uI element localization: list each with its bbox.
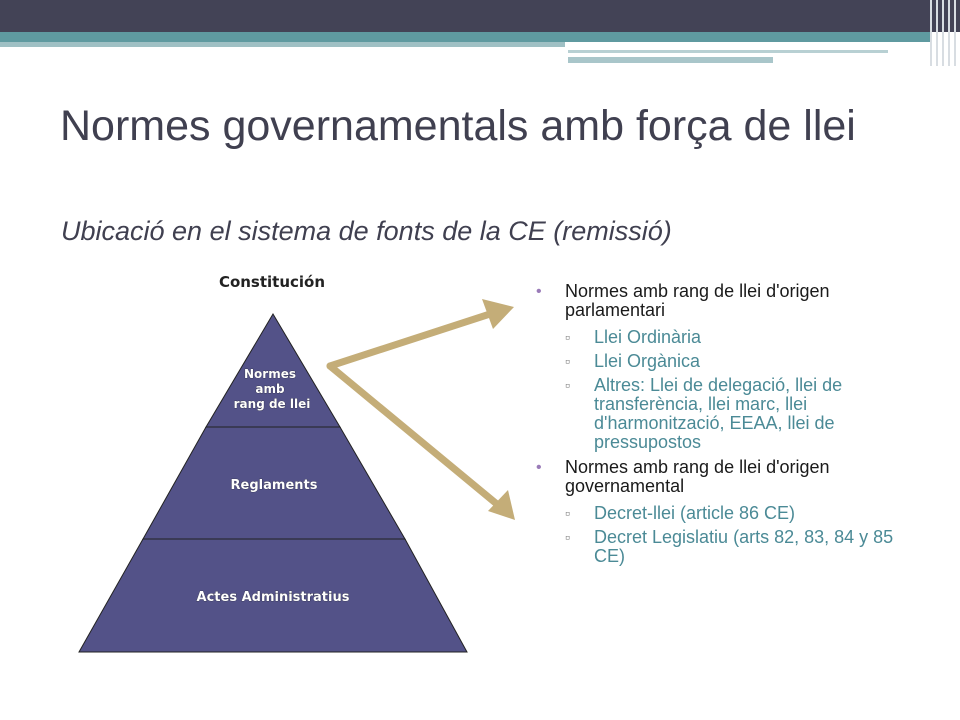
sub-bullet-list xyxy=(565,328,896,452)
top-banner xyxy=(0,0,960,32)
sub-bullet-list xyxy=(565,504,896,566)
sub-bullet: ▫ Llei Orgànica xyxy=(565,352,896,371)
sub-bullet: ▫ Llei Ordinària xyxy=(565,328,896,347)
decorative-stripes xyxy=(926,0,960,66)
bullet-parliamentary xyxy=(536,282,896,452)
slide-title: Normes governamentals amb força de llei xyxy=(60,102,856,150)
level-1-label-line-3: rang de llei xyxy=(233,397,311,411)
pyramid-top-label: Constitución xyxy=(218,273,326,291)
bullet-list xyxy=(536,282,896,572)
accent-stripe xyxy=(0,42,565,47)
hierarchy-pyramid-diagram xyxy=(0,260,540,680)
bullet-text: Normes amb rang de llei d'origen parlamentari xyxy=(565,281,830,320)
accent-bar xyxy=(0,32,930,42)
bullet-text: Normes amb rang de llei d'origen governamental xyxy=(565,457,830,496)
bullet-governmental xyxy=(536,458,896,566)
level-1-label-line-1: Normes xyxy=(244,367,296,381)
sub-bullet: ▫ Decret Legislatiu (arts 82, 83, 84 y 85 CE) xyxy=(565,528,896,566)
sub-bullet: ▫ Altres: Llei de delegació, llei de transferència, llei marc, llei d'harmonització, EEAA, llei de pressupostos xyxy=(565,376,896,452)
accent-stripe xyxy=(568,57,773,63)
level-2-label: Reglaments xyxy=(230,478,318,493)
sub-bullet: ▫ Decret-llei (article 86 CE) xyxy=(565,504,896,523)
accent-stripe xyxy=(568,50,888,53)
arrow-to-parliamentary xyxy=(330,299,514,366)
level-1-label-line-2: amb xyxy=(255,382,285,396)
level-3-label: Actes Administratius xyxy=(196,590,350,605)
slide-subtitle: Ubicació en el sistema de fonts de la CE (remissió) xyxy=(61,216,672,246)
